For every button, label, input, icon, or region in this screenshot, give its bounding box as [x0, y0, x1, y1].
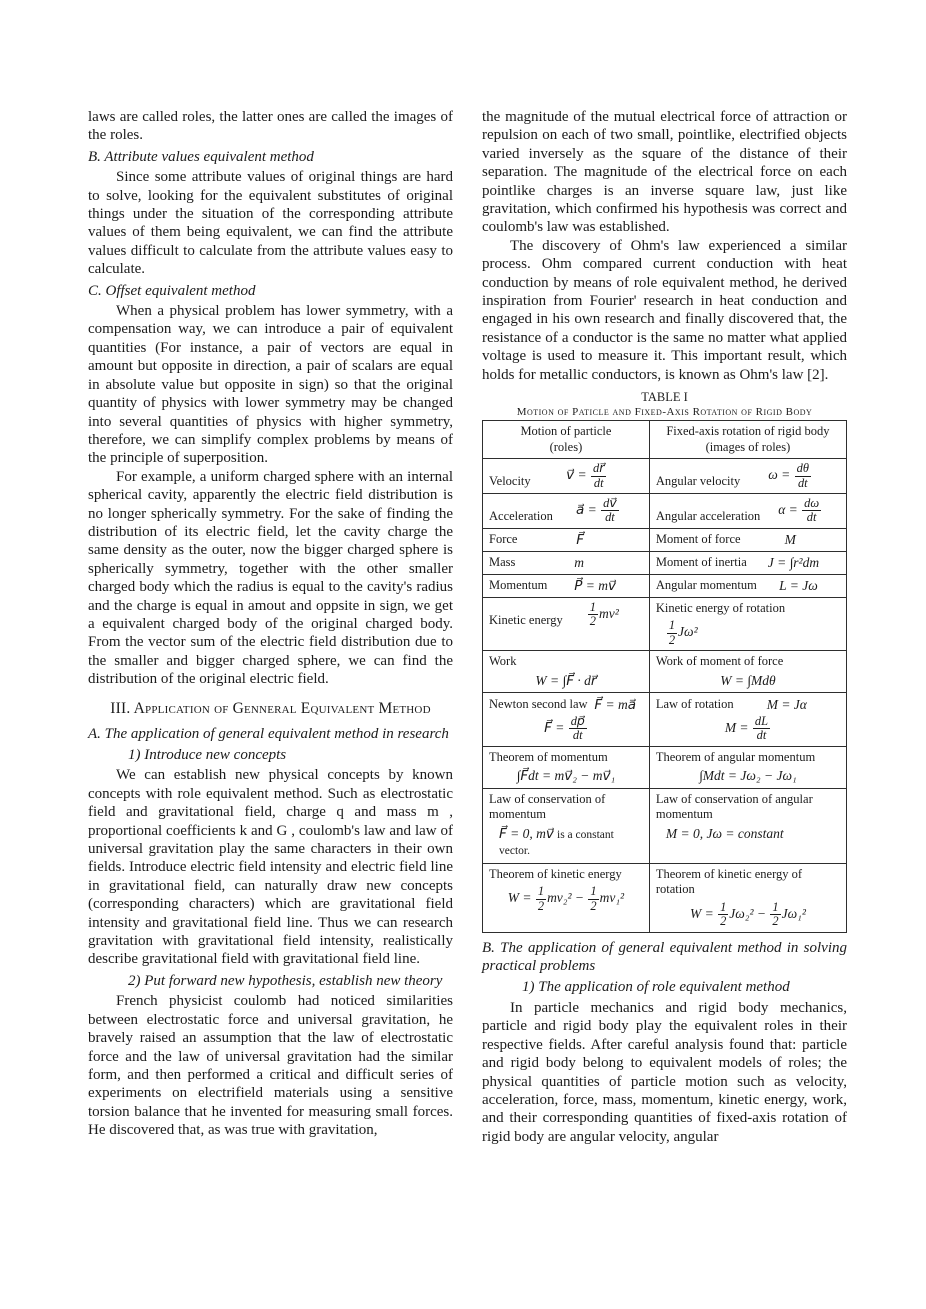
heading-attribute-values-method: B. Attribute values equivalent method: [88, 148, 314, 165]
cell-formula: F⃗: [576, 532, 585, 548]
cell-work-of-moment: [649, 651, 846, 693]
cell-theorem-kinetic-energy-rotation: [649, 863, 846, 932]
cell-label: Acceleration: [489, 509, 553, 524]
paragraph-charged-sphere-example: For example, a uniform charged sphere with an internal spherical cavity, apparently the electric field distribution is no longer spherically symmetry. For the sake of finding the distribution of its electric field, let the cavity charge the same density as the outer, now the bigger charged sphere is spherically symmetry, together with the other smaller charged body which the radius is equal to the cavity's radius and the charge is equal in amout and oppsite in sign, we get a equivalent charged body of the original charged body. From the vector sum of the electric field distribution due to the smaller and bigger charged sphere, we can find the distribution of the original electric field.: [88, 468, 453, 688]
cell-formula: F⃗ = ma⃗: [594, 696, 637, 712]
cell-formula: M = 0, Jω = constant: [665, 825, 784, 841]
cell-formula: $\frac{1}{2}$ mv²: [589, 599, 619, 629]
cell-formula: P⃗ = mv⃗: [574, 578, 616, 594]
cell-mass: [483, 551, 650, 574]
cell-label: Kinetic energy: [489, 613, 563, 628]
cell-kinetic-energy: [483, 597, 650, 650]
cell-theorem-of-momentum: [483, 746, 650, 788]
heading-offset-method: C. Offset equivalent method: [88, 282, 256, 299]
cell-label: Theorem of angular momentum: [655, 749, 816, 764]
right-column: [482, 108, 847, 1146]
heading-application-in-research: A. The application of general equivalent method in research: [88, 725, 449, 742]
cell-formula: L = Jω: [779, 578, 818, 594]
cell-formula: α = $\frac{d\omega}{dt}$: [778, 495, 820, 525]
cell-label: Law of rotation: [655, 696, 734, 711]
cell-theorem-kinetic-energy: [483, 863, 650, 932]
cell-label: Theorem of kinetic energy: [489, 866, 622, 881]
table-row-momentum: [483, 574, 847, 597]
cell-moment-of-inertia: [649, 551, 846, 574]
table-caption: Motion of Paticle and Fixed-Axis Rotation of Rigid Body: [516, 406, 813, 419]
paragraph-coulomb-experiments: French physicist coulomb had noticed similarities between electrostatic force and universal gravitation, he bravely raised an assumption that the law of electrostatic force and the law of universal gravitation had the similar form, and then performed a critical and difficult series of experiments on electrifield materials using a sensitive torsion balance that he invented for measuring small forces. He discovered that, as was true with gravitation,: [88, 993, 453, 1139]
cell-formula: W = $\frac{1}{2}$ mv₂² − $\frac{1}{2}$ mv₁²: [507, 884, 625, 913]
table-row-acceleration: [483, 493, 847, 528]
subheading-new-hypothesis: 2) Put forward new hypothesis, establish new theory: [128, 972, 443, 989]
cell-label: Moment of inertia: [655, 555, 747, 570]
table-header-particle: [483, 421, 650, 459]
header-subtitle: (images of roles): [705, 439, 791, 454]
cell-theorem-of-angular-momentum: [649, 746, 846, 788]
cell-angular-momentum: [649, 574, 846, 597]
table-row-theorem-momentum: [483, 746, 847, 788]
cell-force: [483, 528, 650, 551]
paragraph-attribute-values: Since some attribute values of original things are hard to solve, looking for the equivalent substitutes of original things under the situation of the corresponding attribute values of them being equivalent, we can find the attribute values difficult to calculate from the attribute values easy to calculate.: [88, 169, 453, 278]
heading-application-practical-problems: B. The application of general equivalent method in solving practical problems: [482, 939, 847, 975]
table-row-mass: [483, 551, 847, 574]
paragraph-roles-continuation: laws are called roles, the latter ones are called the images of the roles.: [88, 109, 453, 144]
cell-acceleration: [483, 493, 650, 528]
cell-label: Newton second law: [489, 696, 588, 711]
cell-work: [483, 651, 650, 693]
cell-label: Work of moment of force: [655, 654, 784, 669]
cell-label: Momentum: [489, 578, 548, 593]
cell-label: Mass: [489, 555, 516, 570]
cell-formula: ω = $\frac{d\theta}{dt}$: [768, 461, 809, 490]
cell-formula: J = ∫r²dm: [767, 555, 820, 571]
cell-label: Theorem of kinetic energy of rotation: [655, 866, 803, 897]
table-row-kinetic-energy: [483, 597, 847, 650]
cell-label: Kinetic energy of rotation: [655, 600, 786, 615]
cell-note: is a constant vector.: [499, 828, 614, 858]
table-header-rigid-body: [649, 421, 846, 459]
table-row-conservation: [483, 788, 847, 863]
cell-formula: a⃗ = $\frac{dv⃗}{dt}$: [576, 495, 617, 525]
cell-angular-acceleration: [649, 493, 846, 528]
cell-formula: v⃗ = $\frac{dr⃗}{dt}$: [566, 461, 605, 490]
table-row-theorem-kinetic-energy: [483, 863, 847, 932]
cell-formula: W = ∫Mdθ: [720, 672, 776, 688]
table-row-newton-second-law: [483, 693, 847, 747]
cell-formula: ∫Mdt = Jω₂ − Jω₁: [699, 768, 797, 784]
cell-velocity: [483, 459, 650, 494]
cell-formula: W = $\frac{1}{2}$ Jω₂² − $\frac{1}{2}$ Jω₁²: [689, 899, 806, 929]
cell-label: Force: [489, 532, 518, 547]
cell-conservation-of-momentum: [483, 788, 650, 863]
cell-formula: $\frac{1}{2}$ Jω²: [668, 618, 698, 647]
table-number-label: TABLE I: [641, 390, 688, 405]
cell-kinetic-energy-rotation: [649, 597, 846, 650]
cell-newton-second-law: [483, 693, 650, 747]
table-row-velocity: [483, 459, 847, 494]
cell-label: Angular momentum: [655, 578, 757, 593]
cell-formula: F⃗ = 0, mv⃗: [499, 825, 554, 841]
cell-formula: W = ∫F⃗ · dr⃗: [535, 672, 597, 688]
equivalence-table: [482, 420, 847, 933]
header-title: Motion of particle: [520, 424, 612, 439]
cell-momentum: [483, 574, 650, 597]
cell-label: Angular acceleration: [655, 509, 761, 524]
header-title: Fixed-axis rotation of rigid body: [666, 424, 830, 439]
cell-formula: m: [574, 555, 584, 571]
subheading-role-equivalent-method: 1) The application of role equivalent method: [522, 979, 790, 996]
cell-formula: ∫F⃗dt = mv⃗₂ − mv⃗₁: [516, 768, 616, 784]
cell-conservation-of-angular-momentum: [649, 788, 846, 863]
section-heading-application: III. Application of Genneral Equivalent Method: [110, 699, 431, 717]
cell-angular-velocity: [649, 459, 846, 494]
paragraph-particle-rigid-body: In particle mechanics and rigid body mechanics, particle and rigid body play the equivalent roles in their respective fields. After careful analysis found that: particle and rigid body belong to equivalent models of roles; the physical quantities of particle motion such as velocity, acceleration, force, mass, momentum, kinetic energy, work, and their corresponding quantities of fixed-axis rotation of rigid body are angular velocity, angular: [482, 999, 847, 1145]
cell-label: Angular velocity: [655, 474, 741, 489]
subheading-introduce-new-concepts: 1) Introduce new concepts: [128, 747, 287, 763]
cell-label: Work: [489, 654, 517, 669]
cell-law-of-rotation: [649, 693, 846, 747]
cell-formula: M = Jα: [766, 696, 807, 712]
paragraph-new-concepts: We can establish new physical concepts by known concepts with role equivalent method. Such as electrostatic field and gravitational field, charge q and mass m , proportional coefficients k and G , coulomb's law and law of universal gravitation play the same characters in their own fields. Introduce electric field intensity and electric field line in gravitational field, can naturally draw new concepts (corresponding characters) which are gravitational field intensity and gravitational field line. Thus we can research gravitation with gravitational field intensity, realistically describe gravitational field with gravitational field line.: [88, 767, 453, 968]
two-column-layout: [88, 108, 848, 1146]
cell-formula: M: [784, 532, 796, 548]
cell-label: Law of conservation of angular momentum: [655, 791, 813, 822]
table-header-row: [483, 421, 847, 459]
table-row-force: [483, 528, 847, 551]
table-row-work: [483, 651, 847, 693]
paragraph-coulomb-continuation: the magnitude of the mutual electrical force of attraction or repulsion on each of two small, pointlike, electrified objects varied inversely as the square of the distance of their separation. The magnitude of the electrical force on each pointlike charges is an inverse square law, just like gravitation, which confirmed his hypothesis was correct and coulomb's law was established.: [482, 109, 847, 236]
cell-moment-of-force: [649, 528, 846, 551]
left-column: [88, 108, 453, 1146]
cell-label: Law of conservation of momentum: [489, 791, 606, 822]
cell-formula-2: M = $\frac{dL}{dt}$: [724, 714, 769, 743]
header-subtitle: (roles): [549, 439, 583, 454]
paragraph-ohms-law: The discovery of Ohm's law experienced a similar process. Ohm compared current conduction with heat conduction by means of role equivalent method, he derived inspiration from Fourier' research in heat conduction and engaged in his own research and finally discovered that, the resistance of a conductor is the same no matter what applied voltage is used to measure it. This important result, which holds for metallic conductors, is known as Ohm's law [2].: [482, 237, 847, 383]
cell-formula-2: F⃗ = $\frac{dp⃗}{dt}$: [544, 714, 585, 743]
paragraph-offset-method: When a physical problem has lower symmetry, with a compensation way, we can introduce a pair of equivalent quantities (For instance, a pair of vectors are equal in amount but opposite in direction, a pair of scalars are equal in absolute value but opposite in sign) so that the original quantity of physics with lower symmetry may be changed into several quantities of physics with higher symmetry, therefore, we can simplify complex problems by means of the principle of superposition.: [88, 303, 453, 467]
cell-label: Velocity: [489, 474, 531, 489]
cell-label: Theorem of momentum: [489, 749, 608, 764]
cell-label: Moment of force: [655, 532, 741, 547]
